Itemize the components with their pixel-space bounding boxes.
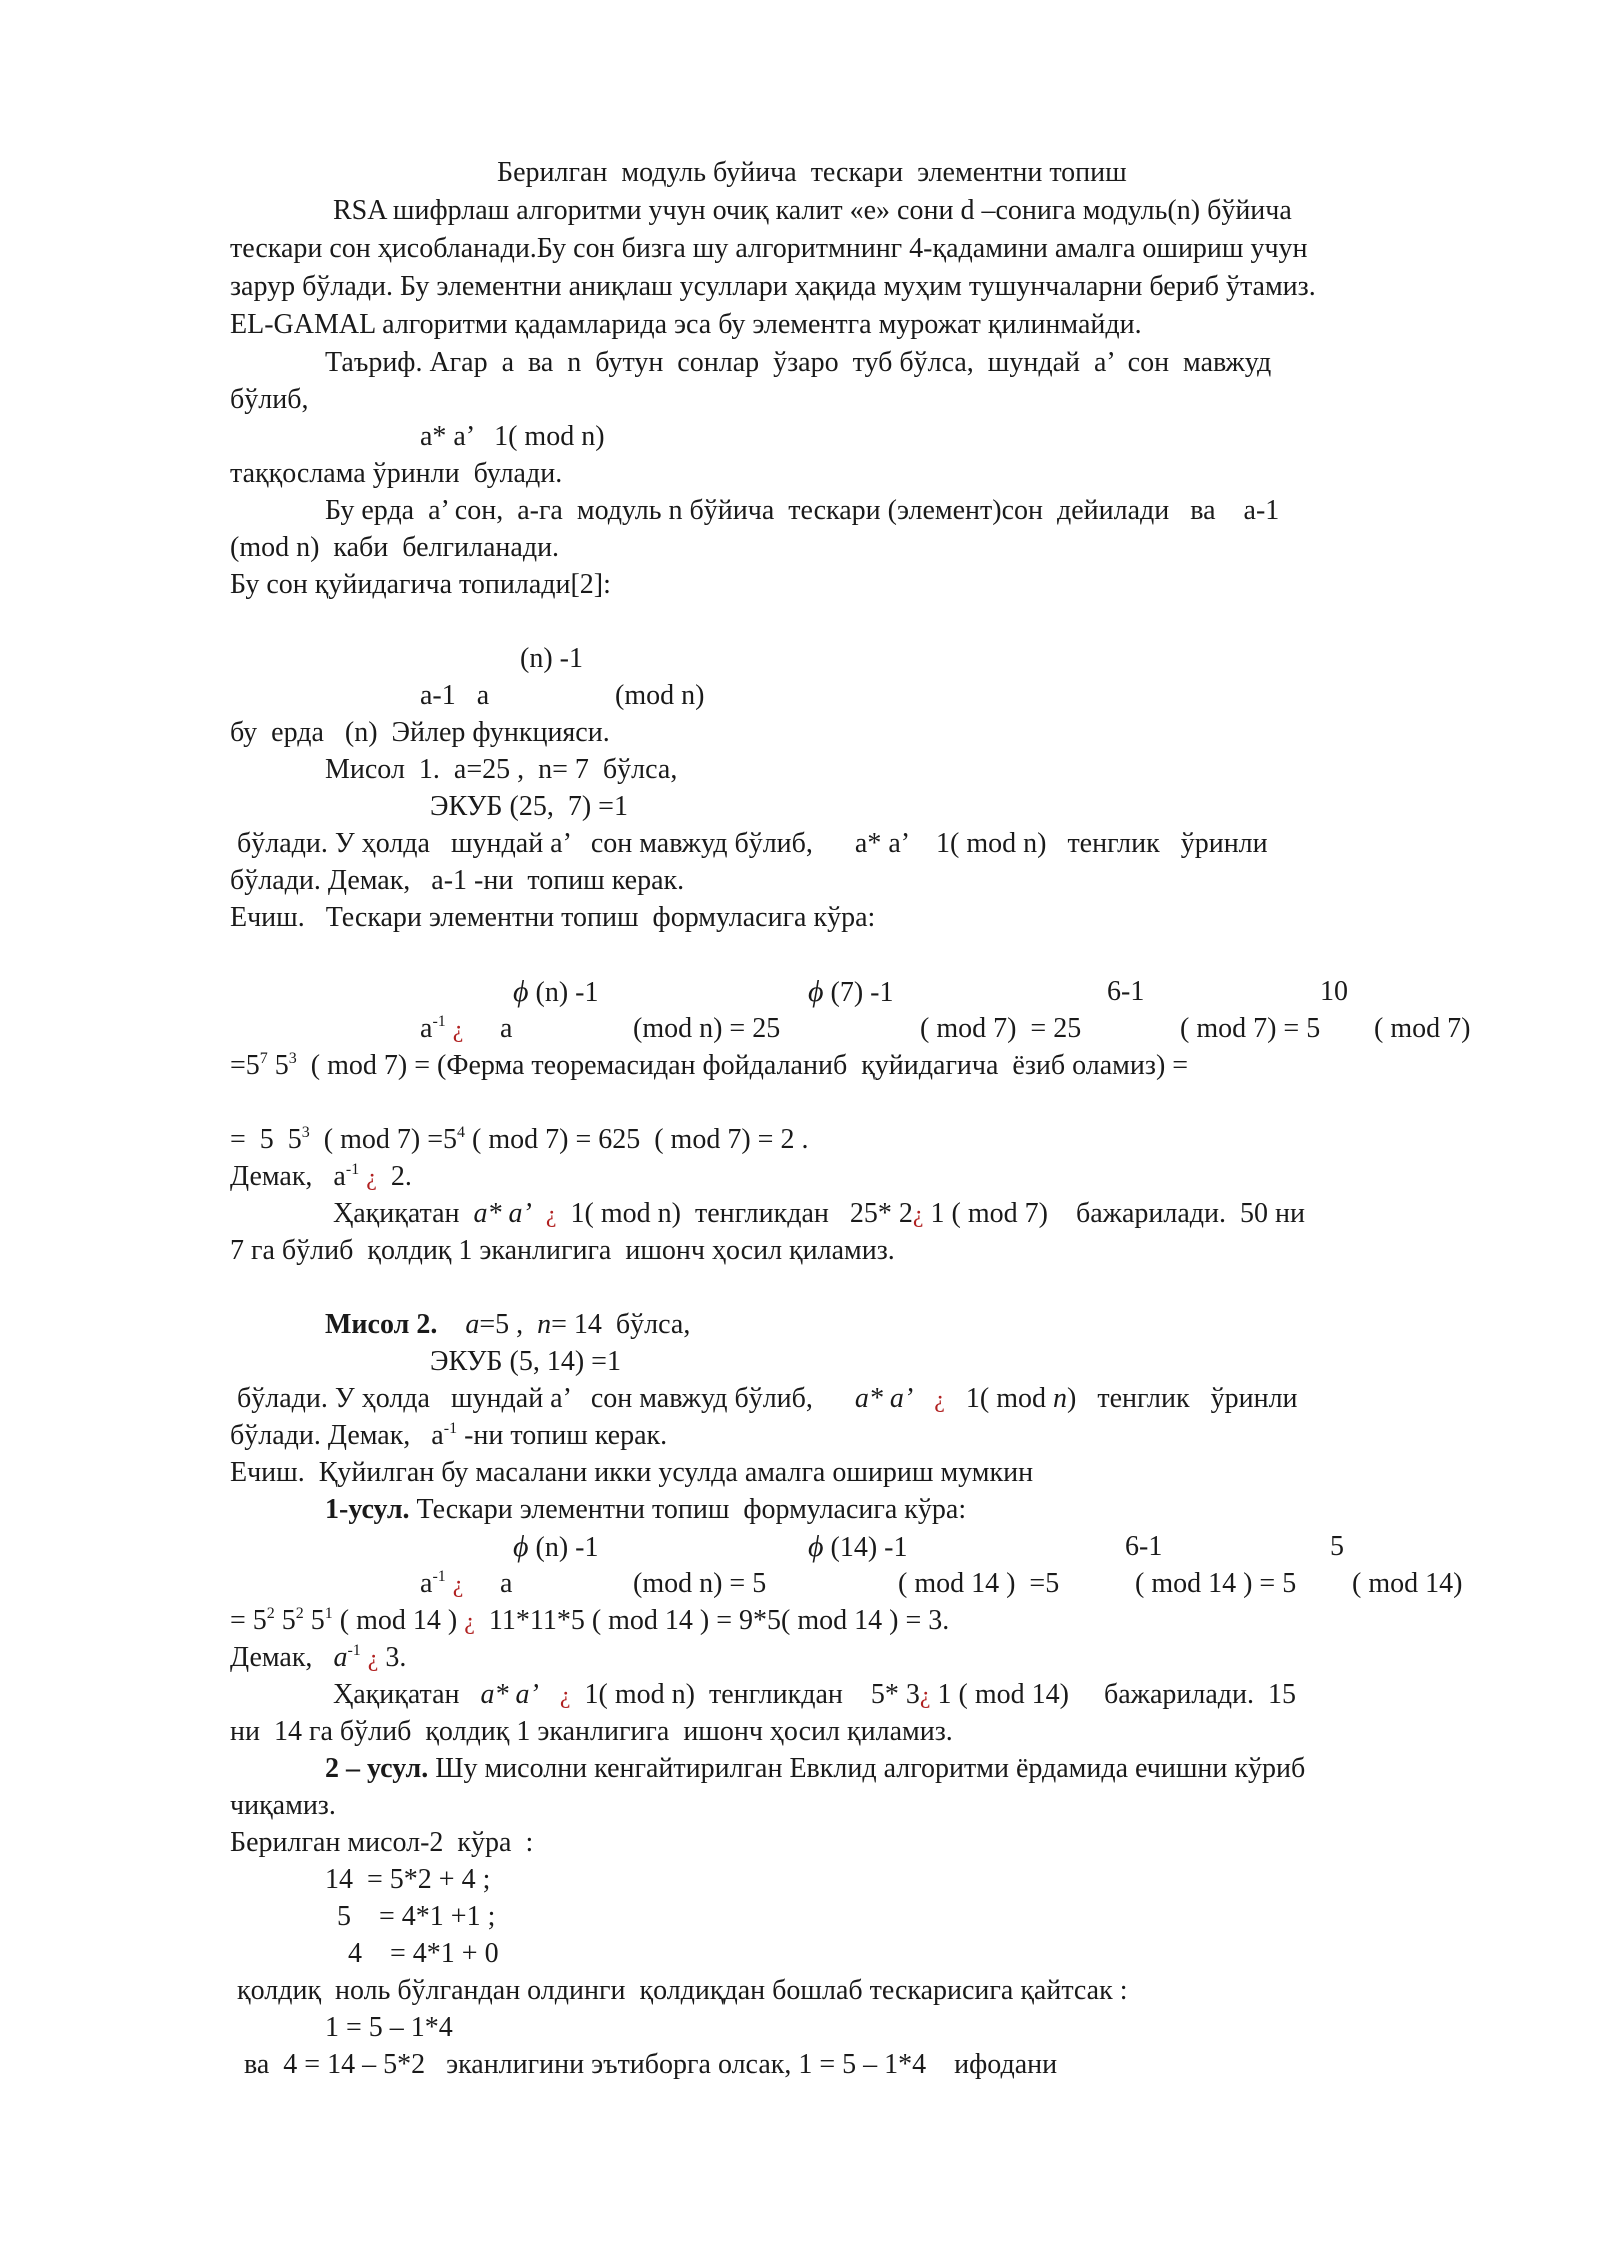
calc-term: (mod n) = 5 (633, 1568, 767, 1599)
calc-term: a (500, 1568, 513, 1599)
example-2-gcd: ЭКУБ (5, 14) =1 (430, 1346, 621, 1377)
paragraph-line: Бу ерда a’ сон, a-га модуль n бўйича тескари (элемент)сон дейилади ва a-1 (325, 495, 1280, 526)
calc-term: $a^{-1}$ ¿ (420, 1568, 464, 1599)
equation-line: 14 = 5*2 + 4 ; (325, 1864, 491, 1895)
paragraph-line: қолдиқ ноль бўлгандан олдинги қолдиқдан бошлаб тескарисига қайтсак : (230, 1975, 1128, 2006)
calc-line: = $5^2$ $5^2$ $5^1$ ( mod 14 ) ¿ 11*11*5 ( mod 14 ) = 9*5( mod 14 ) = 3. (230, 1605, 950, 1636)
formula-rhs: (mod n) (615, 680, 705, 711)
definition-end: таққослама ўринли булади. (230, 458, 563, 489)
paragraph-line: (mod n) каби белгиланади. (230, 532, 560, 563)
phi-symbol: ϕ (808, 1530, 824, 1563)
calc-term: ( mod 7) = 25 (920, 1013, 1082, 1044)
calc-term: ( mod 7) (1374, 1013, 1471, 1044)
calc-term: ( mod 7) = 5 (1180, 1013, 1321, 1044)
phi-symbol: ϕ (513, 1530, 529, 1563)
verification-line: Ҳақиқатан a* a’ ¿ 1( mod n) тенгликдан 25* 2¿ 1 ( mod 7) бажарилади. 50 ни (333, 1198, 1306, 1229)
example-2-line: бўлади. У ҳолда шундай a’ сон мавжуд бўлиб, a* a’ ¿ 1( mod n) тенглик ўринли (230, 1383, 1298, 1414)
phi-exponent: ϕ (14) -1 (808, 1530, 908, 1563)
exponent: 5 (1330, 1531, 1344, 1562)
example-1-line: бўлади. У ҳолда шундай a’ сон мавжуд бўлиб, a* a’ 1( mod n) тенглик ўринли (230, 828, 1268, 859)
paragraph-line: Берилган мисол-2 кўра : (230, 1827, 534, 1858)
paragraph-line: чиқамиз. (230, 1790, 336, 1821)
definition-formula: a* a’ 1( mod n) (420, 421, 605, 452)
page-title: Берилган модуль буйича тескари элементни топиш (497, 157, 1127, 188)
example-2-line: бўлади. Демак, $a^{-1}$ -ни топиш керак. (230, 1420, 668, 1451)
example-1-solution: Ечиш. Тескари элементни топиш формуласига кўра: (230, 902, 876, 933)
example-1-heading: Мисол 1. a=25 , n= 7 бўлса, (325, 754, 678, 785)
calc-term: ( mod 14 ) =5 (898, 1568, 1060, 1599)
phi-exponent: ϕ (n) -1 (513, 975, 599, 1008)
paragraph-line: зарур бўлади. Бу элементни аниқлаш усуллари ҳақида муҳим тушунчаларни бериб ўтамиз. (230, 271, 1316, 302)
phi-exponent: ϕ (n) -1 (513, 1530, 599, 1563)
verification-line: ни 14 га бўлиб қолдиқ 1 эканлигига ишонч ҳосил қиламиз. (230, 1716, 953, 1747)
calc-term: $a^{-1}$ ¿ (420, 1013, 464, 1044)
paragraph-line: EL-GAMAL алгоритми қадамларида эса бу элементга мурожат қилинмайди. (230, 309, 1142, 340)
paragraph-line: ва 4 = 14 – 5*2 эканлигини эътиборга олсак, 1 = 5 – 1*4 ифодани (230, 2049, 1058, 2080)
calc-term: ( mod 14 ) = 5 (1135, 1568, 1297, 1599)
example-1-line: бўлади. Демак, a-1 -ни топиш керак. (230, 865, 685, 896)
equation-line: 5 = 4*1 +1 ; (330, 1901, 496, 1932)
exponent: 6-1 (1125, 1531, 1163, 1562)
calc-line: = 5 $5^3$ ( mod $7) =5^4$ ( mod 7) = 625 ( mod 7) = 2 . (230, 1124, 809, 1155)
calc-term: a (500, 1013, 513, 1044)
equation-line: 4 = 4*1 + 0 (334, 1938, 499, 1969)
calc-term: ( mod 14) (1352, 1568, 1463, 1599)
phi-exponent: ϕ (7) -1 (808, 975, 894, 1008)
example-2-solution: Ечиш. Қуйилган бу масалани икки усулда амалга ошириш мумкин (230, 1457, 1034, 1488)
conclusion-line: Демак, $a^{-1}$ ¿ 2. (230, 1161, 412, 1192)
verification-line: 7 га бўлиб қолдиқ 1 эканлигига ишонч ҳосил қиламиз. (230, 1235, 895, 1266)
verification-line: Ҳақиқатан a* a’ ¿ 1( mod n) тенгликдан 5* 3¿ 1 ( mod 14) бажарилади. 15 (333, 1679, 1297, 1710)
definition-line: Таъриф. Агар a ва n бутун сонлар ўзаро туб бўлса, шундай a’ сон мавжуд (325, 347, 1272, 378)
method-2-heading: 2 – усул. Шу мисолни кенгайтирилган Евклид алгоритми ёрдамида ечишни кўриб (325, 1753, 1306, 1784)
conclusion-line: Демак, $a^{-1}$ ¿ 3. (230, 1642, 407, 1673)
formula-lhs: a-1 a (420, 680, 490, 711)
exponent: 10 (1320, 976, 1348, 1007)
phi-symbol: ϕ (808, 975, 824, 1008)
definition-line: бўлиб, (230, 384, 309, 415)
calc-term: (mod n) = 25 (633, 1013, 781, 1044)
method-1-heading: 1-усул. Тескари элементни топиш формуласига кўра: (325, 1494, 967, 1525)
paragraph-line: Бу сон қуйидагича топилади[2]: (230, 569, 611, 600)
paragraph-line: тескари сон ҳисобланади.Бу сон бизга шу алгоритмнинг 4-қадамини амалга ошириш учун (230, 233, 1308, 264)
paragraph-line: RSA шифрлаш алгоритми учун очиқ калит «e» сони d –сонига модуль(n) бўйича (333, 195, 1292, 226)
formula-exponent: (n) -1 (520, 643, 583, 674)
phi-symbol: ϕ (513, 975, 529, 1008)
example-1-gcd: ЭКУБ (25, 7) =1 (430, 791, 628, 822)
exponent: 6-1 (1107, 976, 1145, 1007)
euler-note: бу ерда (n) Эйлер функцияси. (230, 717, 610, 748)
calc-line: $=5^7$ $5^3$ ( mod 7) = (Ферма теоремасидан фойдаланиб қуйидагича ёзиб оламиз) = (230, 1050, 1189, 1081)
example-2-heading: Мисол 2. a=5 , n= 14 бўлса, (325, 1309, 691, 1340)
equation-line: 1 = 5 – 1*4 (325, 2012, 453, 2043)
